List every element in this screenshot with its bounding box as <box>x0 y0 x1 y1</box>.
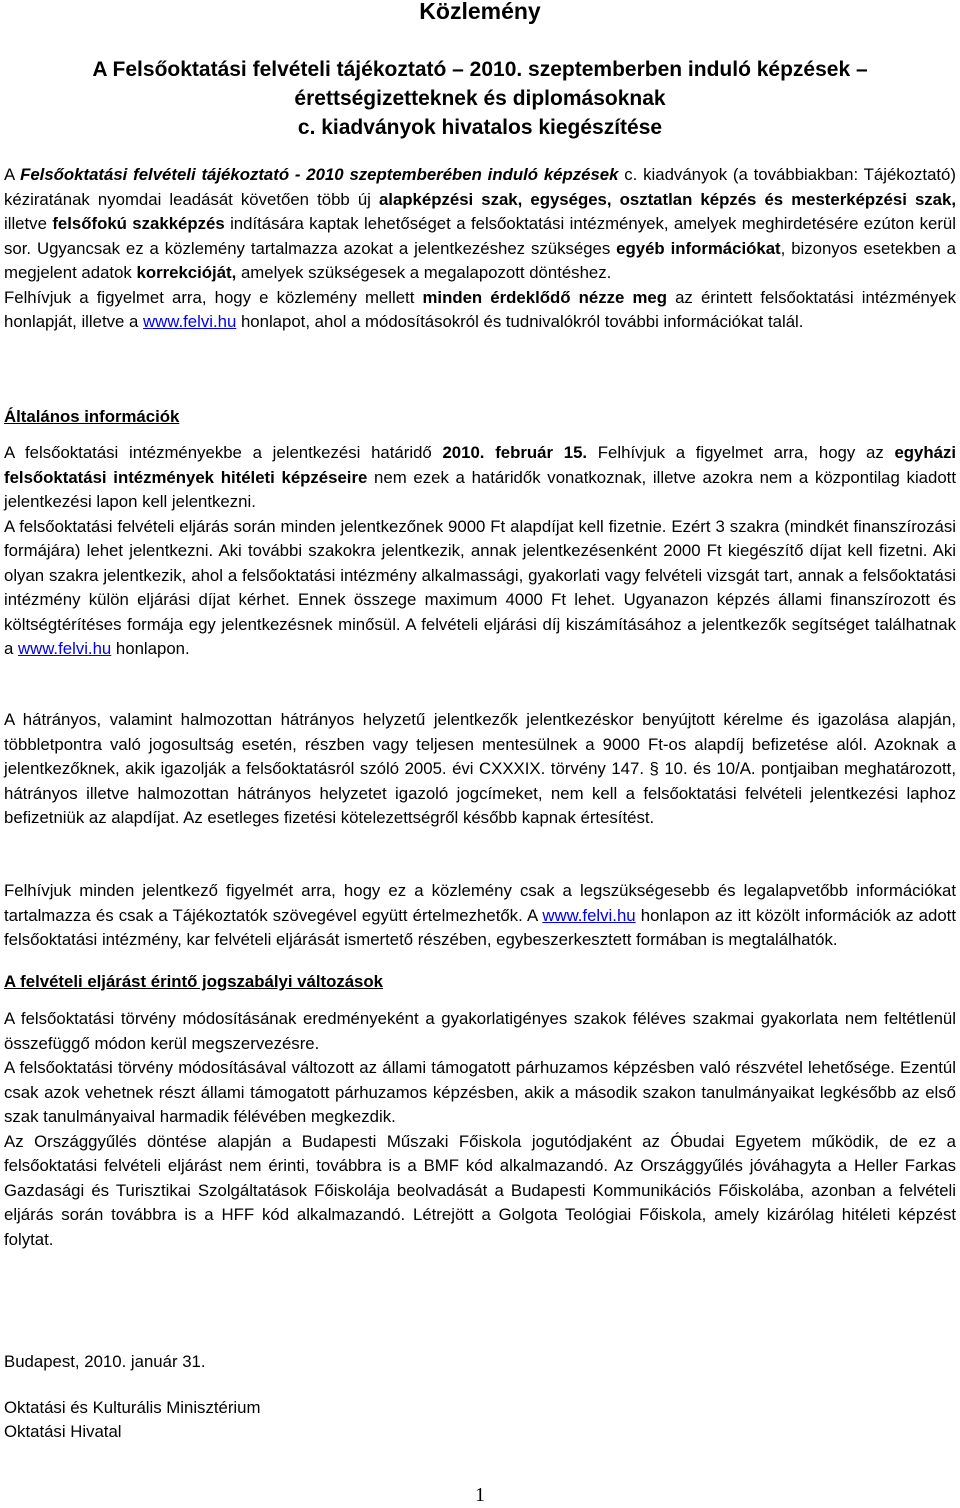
heading-line-2: érettségizetteknek és diplomásoknak <box>294 87 666 110</box>
intro-paragraph-2 <box>4 286 956 335</box>
text-run: honlapon. <box>111 639 190 658</box>
text-run: honlapot, ahol a módosításokról és tudnivalókról további információkat talál. <box>236 312 804 331</box>
text-run: az érintett felsőoktatási intézmények honlapját, illetve a <box>4 287 956 331</box>
text-run: Felhívjuk minden jelentkező figyelmét arra, hogy ez a közlemény csak a legszükségesebb és legalapvetőbb információkat tartalmazza és csak a Tájékoztatók szövegével együtt értelmezhetők. A <box>4 881 956 925</box>
publication-title: Felsőoktatási felvételi tájékoztató - 2010 szeptemberében induló képzések <box>20 165 619 184</box>
deadline: 2010. február 15. <box>442 443 588 462</box>
section-heading-legal: A felvételi eljárást érintő jogszabályi változások <box>4 972 383 991</box>
emphasis: egyéb információkat <box>616 238 781 258</box>
emphasis: alapképzési szak, egységes, osztatlan képzés és mesterképzési szak, <box>378 189 956 209</box>
intro-paragraph-1 <box>4 163 956 286</box>
general-paragraph-3: A hátrányos, valamint halmozottan hátrányos helyzetű jelentkezők jelentkezéskor benyújtott kérelme és igazolása alapján, többletpontra való jogosultság esetén, részben vagy teljesen mentesülnek a 9000 Ft-os alapdíj befizetése alól. Azoknak a jelentkezőknek, akik igazolják a felsőoktatásról szóló 2005. évi CXXXIX. törvény 147. § 10. és 10/A. pontjaiban meghatározott, hátrányos illetve halmozottan hátrányos helyzetet igazoló jogcímeket, nem kell a felsőoktatási felvételi jelentkezési laphoz befizetniük az alapdíjat. Az esetleges fizetési kötelezettségről később kapnak értesítést. <box>4 710 956 827</box>
heading-line-3: c. kiadványok hivatalos kiegészítése <box>297 116 663 139</box>
text-run: A felsőoktatási felvételi eljárás során minden jelentkezőnek 9000 Ft alapdíjat kell fizetnie. Ezért 3 szakra (mindkét finanszírozási formájára) lehet jelentkezni. Aki további szakokra jelentkezik, annak jelentkezésenként 2000 Ft kiegészítő díjat kell fizetni. Aki olyan szakra jelentkezik, ahol a felsőoktatási intézmény alkalmassági, gyakorlati vagy felvételi vizsgát tart, annak a felsőoktatási intézmény külön eljárási díjat kérhet. Ennek összege maximum 4000 Ft lehet. Ugyanazon képzés állami finanszírozott és költségtérítéses formája egy jelentkezésnek minősül. A felvételi eljárási díj kiszámításához a jelentkezők segítséget találhatnak a <box>4 516 956 658</box>
emphasis: egyházi felsőoktatási intézmények hitéleti képzéseire <box>4 443 957 487</box>
issuer-ministry: Oktatási és Kulturális Minisztérium <box>4 1398 261 1417</box>
text-run: honlapon az itt közölt információk az adott felsőoktatási intézmény, kar felvételi eljárását ismertető részében, egybeszerkesztett formában is megtalálhatók. <box>4 905 957 949</box>
text-run: , bizonyos esetekben a megjelent adatok <box>4 238 957 282</box>
signing-date: Budapest, 2010. január 31. <box>4 1352 206 1371</box>
legal-section <box>4 1007 956 1252</box>
legal-paragraph-1: A felsőoktatási törvény módosításának eredményeként a gyakorlatigényes szakok féléves szakmai gyakorlata nem feltétlenül összefüggő módon kerül megszervezésre. <box>4 1009 956 1053</box>
felvi-link[interactable]: www.felvi.hu <box>143 312 237 331</box>
general-paragraph-1 <box>4 441 956 515</box>
emphasis: minden érdeklődő nézze meg <box>422 287 667 307</box>
text-run: Felhívjuk a figyelmet arra, hogy e közlemény mellett <box>4 287 423 307</box>
emphasis: felsőfokú szakképzés <box>52 214 225 233</box>
legal-paragraph-3: Az Országgyűlés döntése alapján a Budapesti Műszaki Főiskola jogutódjaként az Óbudai Egyetem működik, de ez a felsőoktatási felvételi eljárást nem érinti, továbbra is a BMF kód alkalmazandó. Az Országgyűlés jóváhagyta a Heller Farkas Gazdasági és Turisztikai Szolgáltatások Főiskolája beolvadását a Budapesti Kommunikációs Főiskolába, azonban a felvételi eljárás során továbbra is a HFF kód alkalmazandó. Létrejött a Golgota Teológiai Főiskola, amely kizárólag hitéleti képzést folytat. <box>4 1131 956 1249</box>
issuer-office: Oktatási Hivatal <box>4 1422 122 1441</box>
general-paragraph-4 <box>4 879 956 953</box>
text-run: amelyek szükségesek a megalapozott döntéshez. <box>236 263 612 282</box>
section-heading-general: Általános információk <box>4 407 180 426</box>
text-run: A felsőoktatási intézményekbe a jelentkezési határidő <box>4 443 443 462</box>
text-run: A <box>4 165 21 184</box>
text-run: nem ezek a határidők vonatkoznak, illetve azokra nem a központilag kiadott jelentkezési lapon kell jelentkezni. <box>4 467 956 511</box>
legal-paragraph-2: A felsőoktatási törvény módosításával változott az állami támogatott párhuzamos képzésben való részvétel lehetősége. Ezentúl csak azok vehetnek részt állami támogatott párhuzamos képzésben, akik a második szakon tanulmányaikat legkésőbb az első szak tanulmányaival harmadik félévében megkezdik. <box>4 1058 956 1126</box>
document-title: Közlemény <box>419 0 541 24</box>
text-run: indítására kaptak lehetőséget a felsőoktatási intézmények, amelyek meghirdetésére ezúton kerül sor. Ugyancsak ez a közlemény tartalmazza azokat a jelentkezéshez szükséges <box>4 214 956 258</box>
general-paragraph-2 <box>4 515 956 662</box>
text-run: Felhívjuk a figyelmet arra, hogy az <box>587 443 895 462</box>
text-run: c. kiadványok (a továbbiakban: Tájékoztató) kéziratának nyomdai leadását követően több új <box>4 165 956 209</box>
felvi-link[interactable]: www.felvi.hu <box>18 639 112 658</box>
emphasis: korrekcióját, <box>136 263 237 282</box>
page-number: 1 <box>475 1484 485 1506</box>
heading-line-1: A Felsőoktatási felvételi tájékoztató – 2010. szeptemberben induló képzések – <box>92 58 868 81</box>
text-run: illetve <box>4 214 53 233</box>
felvi-link[interactable]: www.felvi.hu <box>542 905 636 925</box>
intro-section <box>4 163 956 335</box>
general-section <box>4 441 956 662</box>
